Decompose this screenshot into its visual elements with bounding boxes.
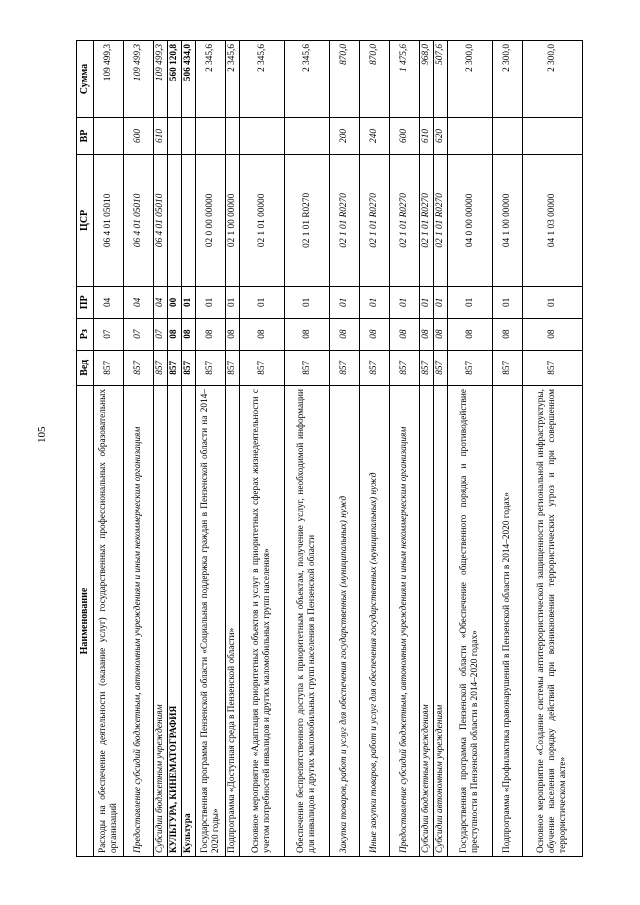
cell-vr: 600 [124,118,154,155]
cell-name: Государственная программа Пензенской области «Обеспечение общественного порядка и противодействие преступности в Пензенской области в 2014–2020 годах» [448,386,493,857]
cell-vr: 610 [420,118,434,155]
cell-sum: 1 475,6 [390,41,420,118]
table-row [390,41,420,857]
cell-vr [226,118,240,155]
cell-csr: 04 0 00 00000 [448,154,493,286]
cell-ved: 857 [493,350,523,385]
cell-sum: 507,6 [434,41,448,118]
cell-pr: 01 [523,286,583,318]
cell-rz: 08 [196,318,226,350]
cell-name: Подпрограмма «Доступная среда в Пензенской области» [226,386,240,857]
cell-ved: 857 [330,350,360,385]
cell-csr: 02 0 00 00000 [196,154,226,286]
cell-pr: 04 [154,286,168,318]
cell-ved: 857 [196,350,226,385]
cell-name: КУЛЬТУРА, КИНЕМАТОГРАФИЯ [168,386,182,857]
cell-rz: 07 [154,318,168,350]
cell-vr [182,118,196,155]
cell-sum: 870,0 [330,41,360,118]
cell-sum: 2 300,0 [523,41,583,118]
cell-rz: 08 [226,318,240,350]
cell-csr: 02 1 01 R0270 [330,154,360,286]
cell-vr [240,118,285,155]
cell-rz: 08 [182,318,196,350]
cell-sum: 109 499,3 [124,41,154,118]
cell-rz: 08 [420,318,434,350]
table-row [124,41,154,857]
cell-ved: 857 [94,350,124,385]
header-csr: ЦСР [77,154,94,286]
cell-vr [523,118,583,155]
cell-csr: 02 1 01 R0270 [434,154,448,286]
cell-name: Основное мероприятие «Адаптация приоритетных объектов и услуг в приоритетных сферах жизнедеятельности с учетом потребностей инвалидов и других маломобильных групп населения» [240,386,285,857]
cell-pr: 01 [493,286,523,318]
cell-sum: 968,0 [420,41,434,118]
cell-ved: 857 [285,350,330,385]
header-name: Наименование [77,386,94,857]
cell-sum: 2 345,6 [196,41,226,118]
cell-pr: 01 [330,286,360,318]
cell-csr [182,154,196,286]
cell-ved: 857 [360,350,390,385]
cell-name: Закупка товаров, работ и услуг для обеспечения государственных (муниципальных) нужд [330,386,360,857]
table-row [360,41,390,857]
cell-csr [168,154,182,286]
cell-name: Подпрограмма «Профилактика правонарушений в Пензенской области в 2014–2020 годах» [493,386,523,857]
cell-ved: 857 [448,350,493,385]
cell-pr: 01 [448,286,493,318]
cell-pr: 01 [360,286,390,318]
table-row [330,41,360,857]
cell-name: Предоставление субсидий бюджетным, автономным учреждениям и иным некоммерческим организациям [390,386,420,857]
table-row [196,41,226,857]
cell-name: Государственная программа Пензенской области «Социальная поддержка граждан в Пензенской области на 2014–2020 годы» [196,386,226,857]
page-number: 105 [36,426,48,443]
cell-sum: 109 499,3 [94,41,124,118]
cell-csr: 02 1 01 R0270 [360,154,390,286]
cell-pr: 01 [196,286,226,318]
cell-vr [448,118,493,155]
cell-csr: 02 1 01 R0270 [285,154,330,286]
cell-csr: 02 1 01 R0270 [420,154,434,286]
cell-csr: 02 1 01 R0270 [390,154,420,286]
table-header-row [77,41,94,857]
cell-sum: 2 345,6 [285,41,330,118]
header-sum: Сумма [77,41,94,118]
table-row [168,41,182,857]
cell-ved: 857 [124,350,154,385]
cell-rz: 08 [390,318,420,350]
cell-csr: 04 1 03 00000 [523,154,583,286]
cell-rz: 08 [434,318,448,350]
cell-pr: 00 [168,286,182,318]
cell-rz: 08 [330,318,360,350]
cell-rz: 08 [448,318,493,350]
header-rz: Рз [77,318,94,350]
cell-vr: 620 [434,118,448,155]
budget-table [76,40,583,857]
cell-name: Субсидии бюджетным учреждениям [154,386,168,857]
cell-sum: 2 300,0 [493,41,523,118]
cell-csr: 02 1 01 00000 [240,154,285,286]
cell-pr: 01 [182,286,196,318]
cell-vr: 600 [390,118,420,155]
cell-ved: 857 [240,350,285,385]
cell-ved: 857 [226,350,240,385]
cell-csr: 06 4 01 05010 [154,154,168,286]
cell-name: Субсидии бюджетным учреждениям [420,386,434,857]
cell-pr: 01 [390,286,420,318]
cell-name: Расходы на обеспечение деятельности (оказание услуг) государственных профессиональных образовательных организаций [94,386,124,857]
cell-csr: 06 4 01 05010 [94,154,124,286]
cell-rz: 08 [168,318,182,350]
table-row [226,41,240,857]
cell-sum: 2 345,6 [240,41,285,118]
table-row [493,41,523,857]
cell-name: Иные закупки товаров, работ и услуг для обеспечения государственных (муниципальных) нужд [360,386,390,857]
cell-sum: 506 434,0 [182,41,196,118]
cell-vr: 240 [360,118,390,155]
cell-sum: 870,0 [360,41,390,118]
cell-vr [94,118,124,155]
cell-rz: 07 [124,318,154,350]
cell-ved: 857 [523,350,583,385]
cell-sum: 109 499,3 [154,41,168,118]
cell-ved: 857 [154,350,168,385]
cell-name: Субсидии автономным учреждениям [434,386,448,857]
cell-pr: 01 [226,286,240,318]
table-row [448,41,493,857]
rotated-page-content [76,40,606,857]
cell-ved: 857 [420,350,434,385]
cell-vr [168,118,182,155]
header-pr: ПР [77,286,94,318]
cell-vr: 200 [330,118,360,155]
table-row [434,41,448,857]
header-ved: Вед [77,350,94,385]
table-row [94,41,124,857]
cell-sum: 2 345,6 [226,41,240,118]
cell-pr: 04 [124,286,154,318]
cell-ved: 857 [168,350,182,385]
table-row [420,41,434,857]
cell-csr: 02 1 00 00000 [226,154,240,286]
cell-rz: 08 [493,318,523,350]
cell-rz: 07 [94,318,124,350]
cell-sum: 560 120,8 [168,41,182,118]
cell-name: Основное мероприятие «Создание системы антитеррористической защищенности региональной инфраструктуры, обучение населения порядку действий при возникновении террористических угроз и при совершенном террористическом акте» [523,386,583,857]
table-body [94,41,583,857]
cell-rz: 08 [523,318,583,350]
cell-ved: 857 [434,350,448,385]
cell-pr: 04 [94,286,124,318]
cell-name: Культура [182,386,196,857]
cell-vr [196,118,226,155]
cell-ved: 857 [390,350,420,385]
cell-rz: 08 [360,318,390,350]
table-row [154,41,168,857]
cell-vr: 610 [154,118,168,155]
cell-pr: 01 [420,286,434,318]
header-vr: ВР [77,118,94,155]
table-row [285,41,330,857]
cell-sum: 2 300,0 [448,41,493,118]
cell-vr [285,118,330,155]
cell-csr: 04 1 00 00000 [493,154,523,286]
cell-name: Обеспечение беспрепятственного доступа к приоритетным объектам, получение услуг, необходимой информации для инвалидов и других маломобильных групп населения в Пензенской области [285,386,330,857]
cell-name: Предоставление субсидий бюджетным, автономным учреждениям и иным некоммерческим организациям [124,386,154,857]
cell-pr: 01 [285,286,330,318]
cell-pr: 01 [240,286,285,318]
cell-csr: 06 4 01 05010 [124,154,154,286]
table-row [523,41,583,857]
cell-pr: 01 [434,286,448,318]
cell-rz: 08 [240,318,285,350]
cell-ved: 857 [182,350,196,385]
cell-rz: 08 [285,318,330,350]
table-row [240,41,285,857]
table-row [182,41,196,857]
cell-vr [493,118,523,155]
